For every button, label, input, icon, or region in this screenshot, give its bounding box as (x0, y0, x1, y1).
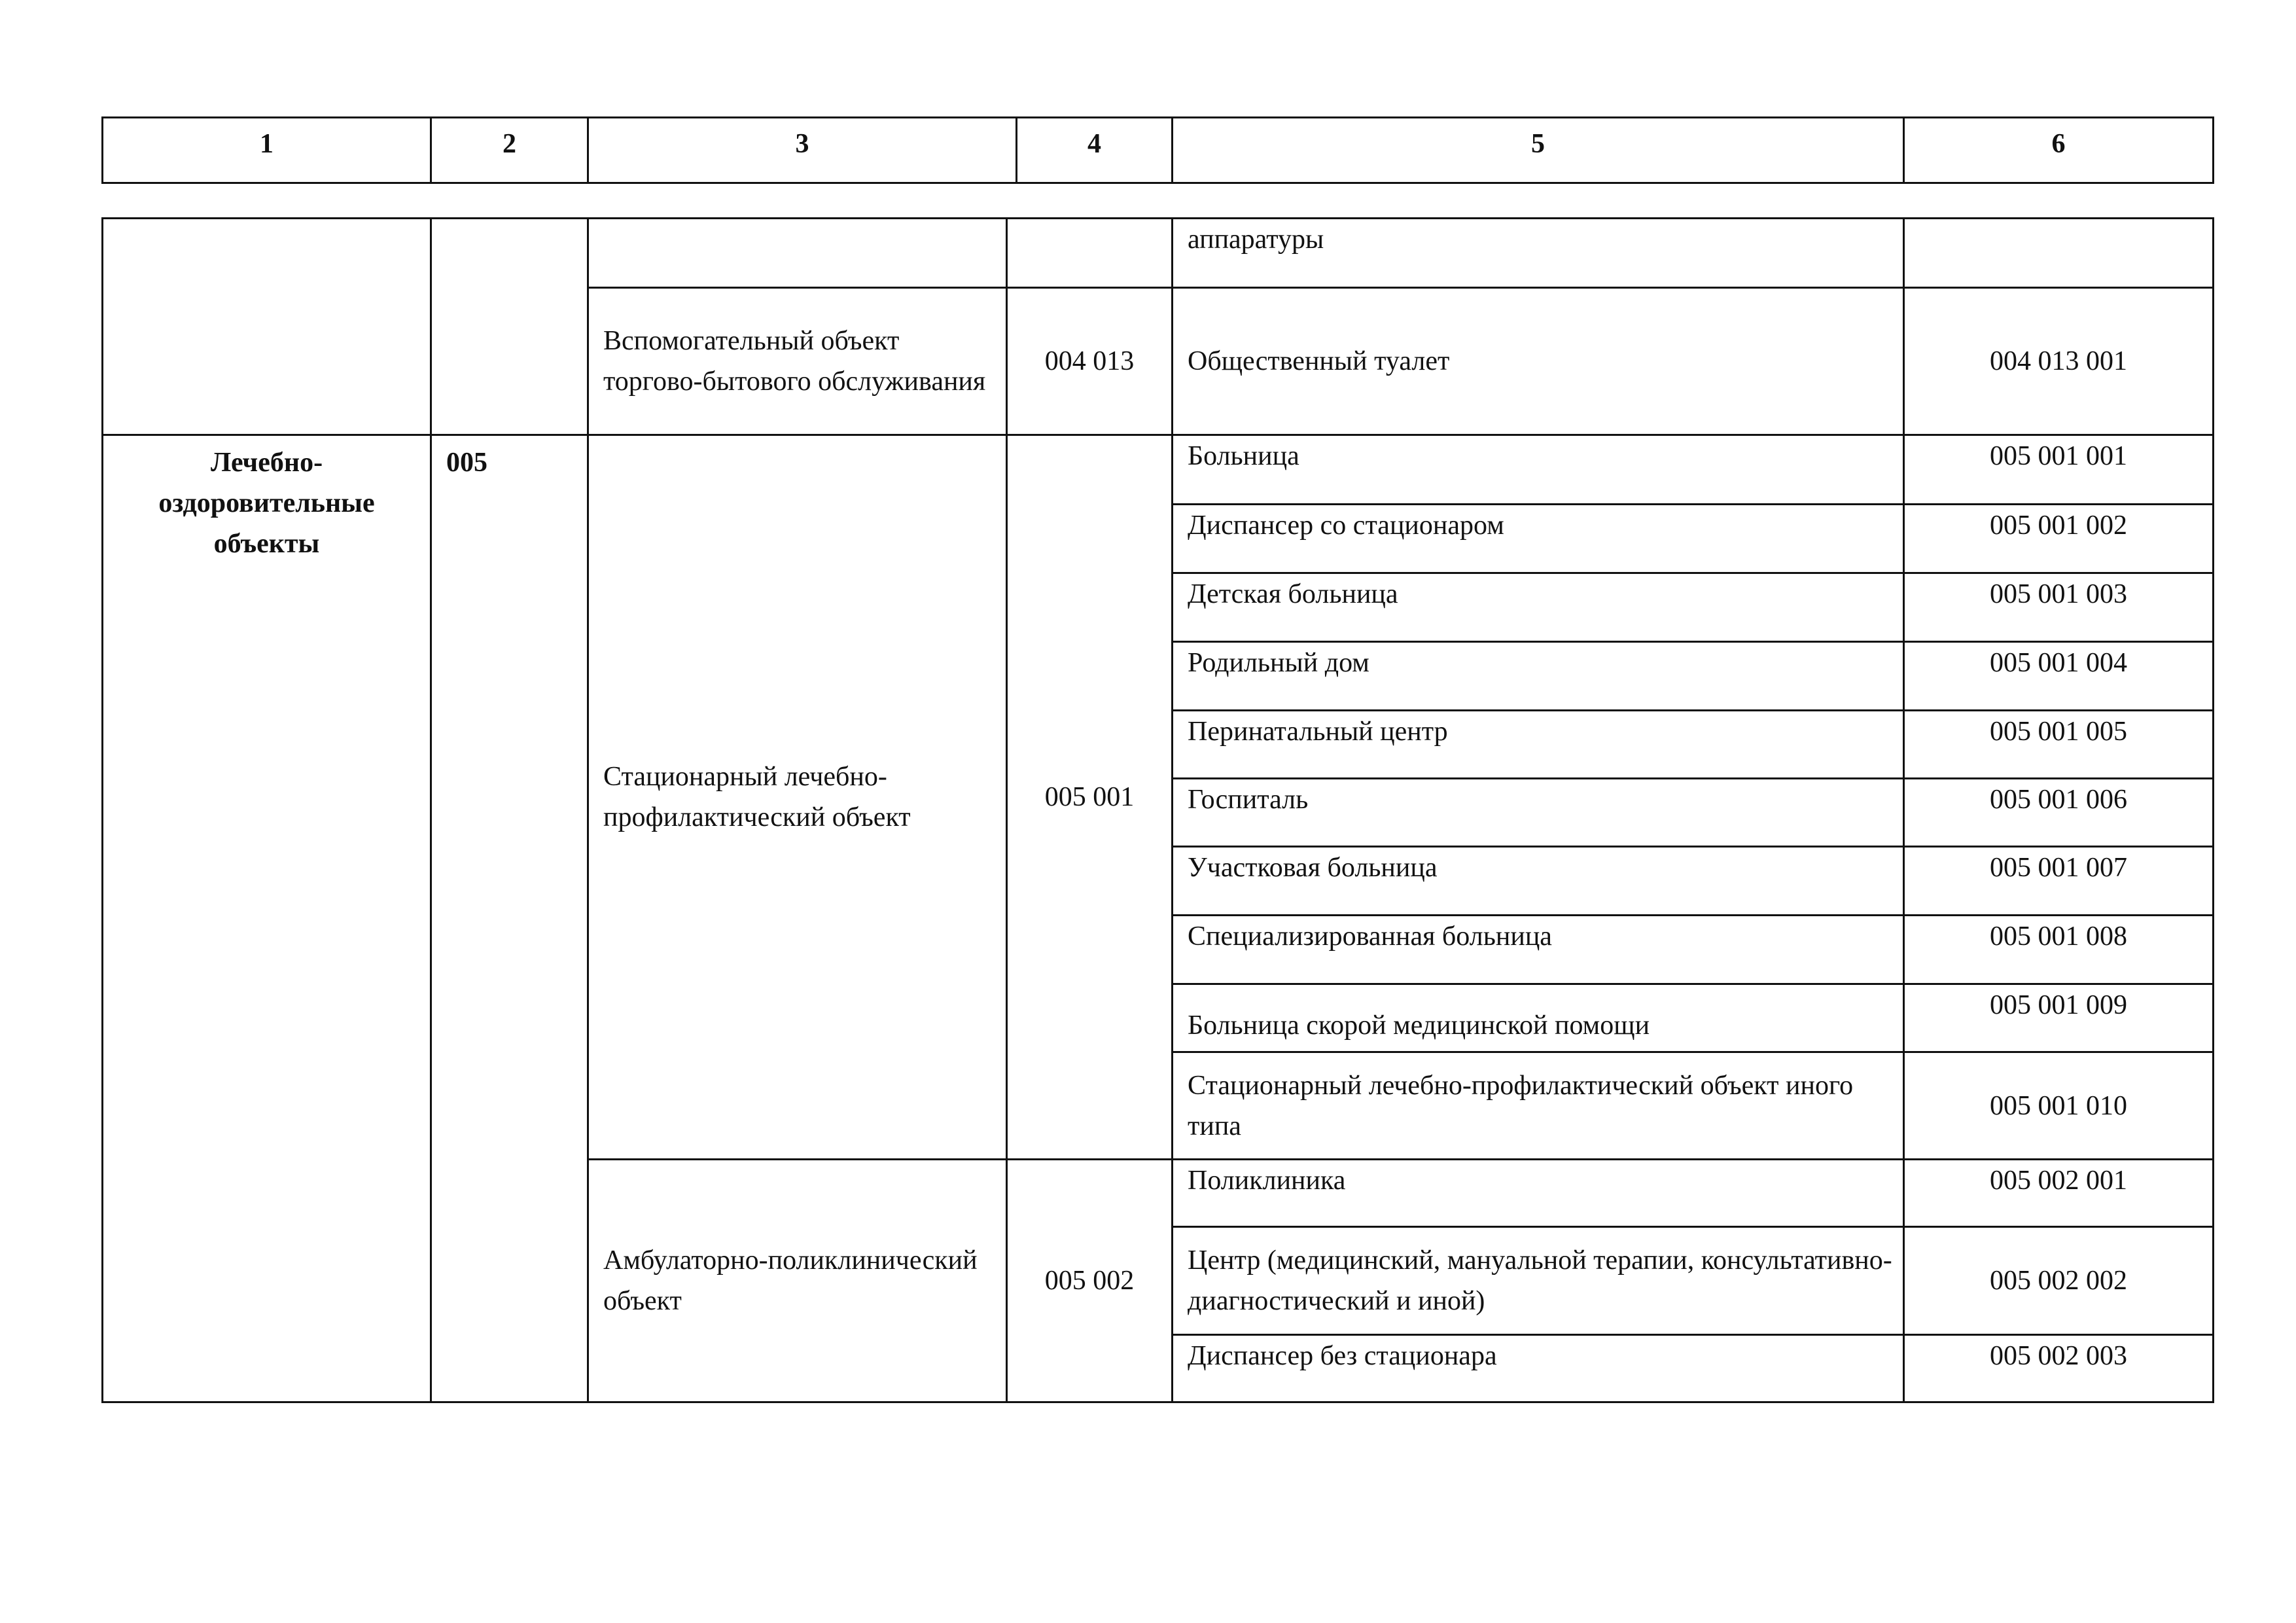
header-col-4: 4 (1017, 118, 1173, 183)
header-col-3: 3 (588, 118, 1017, 183)
item-name-cell: Диспансер со стационаром (1173, 505, 1904, 573)
subgroup-name-cell: Стационарный лечебно-профилактический объект (588, 435, 1007, 1160)
table-row (103, 219, 2214, 288)
item-code-cell: 005 001 010 (1904, 1052, 2214, 1160)
group-cell-empty (103, 219, 431, 435)
item-code-cell: 005 001 007 (1904, 847, 2214, 916)
subgroup-code-cell-empty (1007, 219, 1173, 288)
classifier-table (101, 217, 2214, 1403)
item-code-cell: 004 013 001 (1904, 288, 2214, 435)
header-col-2: 2 (431, 118, 588, 183)
header-col-1: 1 (103, 118, 431, 183)
item-name-cell: Родильный дом (1173, 642, 1904, 711)
item-name-cell: Диспансер без стационара (1173, 1335, 1904, 1402)
header-row (103, 118, 2214, 183)
item-code-cell: 005 001 005 (1904, 711, 2214, 779)
item-code-cell: 005 001 001 (1904, 435, 2214, 505)
item-code-cell-empty (1904, 219, 2214, 288)
header-col-6: 6 (1904, 118, 2214, 183)
subgroup-code-cell: 005 002 (1007, 1160, 1173, 1402)
subgroup-code-cell: 004 013 (1007, 288, 1173, 435)
item-code-cell: 005 001 009 (1904, 984, 2214, 1052)
item-name-cell: Участковая больница (1173, 847, 1904, 916)
item-name-cell: Больница (1173, 435, 1904, 505)
item-name-cell: аппаратуры (1173, 219, 1904, 288)
subgroup-name-cell: Амбулаторно-поликлинический объект (588, 1160, 1007, 1402)
item-name-cell: Перинатальный центр (1173, 711, 1904, 779)
subgroup-name-cell: Вспомогательный объект торгово-бытового обслуживания (588, 288, 1007, 435)
item-code-cell: 005 001 004 (1904, 642, 2214, 711)
subgroup-cell-empty (588, 219, 1007, 288)
table-row (103, 435, 2214, 505)
header-table (101, 116, 2214, 184)
item-name-cell: Стационарный лечебно-профилактический объект иного типа (1173, 1052, 1904, 1160)
group-code-cell: 005 (431, 435, 588, 1402)
group-name-cell: Лечебно-оздоровительные объекты (103, 435, 431, 1402)
item-name-cell: Поликлиника (1173, 1160, 1904, 1227)
header-col-5: 5 (1173, 118, 1904, 183)
group-code-cell-empty (431, 219, 588, 435)
item-code-cell: 005 001 006 (1904, 779, 2214, 847)
item-name-cell: Госпиталь (1173, 779, 1904, 847)
item-code-cell: 005 002 001 (1904, 1160, 2214, 1227)
item-name-cell: Детская больница (1173, 573, 1904, 642)
subgroup-code-cell: 005 001 (1007, 435, 1173, 1160)
item-code-cell: 005 002 003 (1904, 1335, 2214, 1402)
item-code-cell: 005 001 002 (1904, 505, 2214, 573)
item-code-cell: 005 001 008 (1904, 916, 2214, 984)
item-name-cell: Центр (медицинский, мануальной терапии, консультативно-диагностический и иной) (1173, 1227, 1904, 1335)
item-name-cell: Общественный туалет (1173, 288, 1904, 435)
item-code-cell: 005 002 002 (1904, 1227, 2214, 1335)
item-name-cell: Больница скорой медицинской помощи (1173, 984, 1904, 1052)
item-name-cell: Специализированная больница (1173, 916, 1904, 984)
item-code-cell: 005 001 003 (1904, 573, 2214, 642)
